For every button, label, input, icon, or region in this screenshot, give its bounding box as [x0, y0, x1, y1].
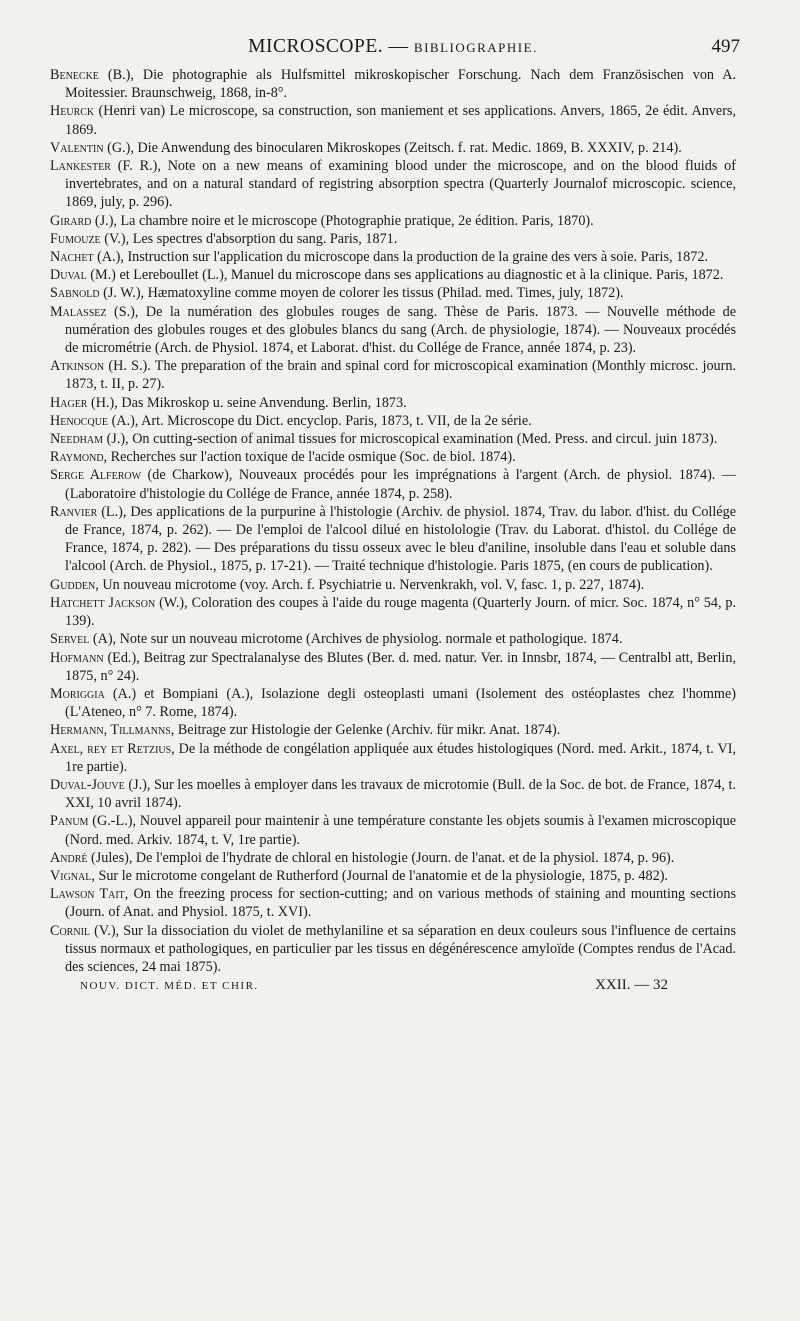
entry-text: (G.-L.), Nouvel appareil pour maintenir à une température constante les objets soumis à l'examen microscopique (Nord. med. Arkiv. 1874, t. V, 1re partie). [65, 813, 736, 848]
bibliography-entry [50, 448, 736, 466]
bibliography-entry [50, 412, 736, 430]
header-subtitle: BIBLIOGRAPHIE. [413, 40, 538, 55]
bibliography-entry [50, 740, 736, 776]
bibliography-entry [50, 357, 736, 393]
bibliography-entry [50, 102, 736, 138]
entry-text: (de Charkow), Nouveaux procédés pour les imprégnations à l'argent (Arch. de physiol. 1874). — (Laboratoire d'histologie du Collége de France, année 1874, p. 258). [65, 467, 737, 502]
bibliography-entry [50, 576, 736, 594]
bibliography-entry [50, 266, 736, 284]
page-number: 497 [711, 36, 740, 57]
bibliography-entry [50, 139, 736, 157]
entry-text: (S.), De la numération des globules rouges de sang. Thèse de Paris. 1873. — Nouvelle méthode de numération des globules rouges et des globules blancs du sang (Arch. de physiologie, 1874). — Nouveaux procédés de micrométrie (Arch. de Physiol. 1874, et Laborat. d'hist. du Collége de France, année 1874, p. 23). [65, 303, 736, 357]
bibliography-entry [50, 212, 736, 230]
entry-text: (V.), Sur la dissociation du violet de methylaniline et sa séparation en deux couleurs sous l'influence de certains tissus normaux et pathologiques, en particulier par les tissus en dégénérescence amyloïde (Comptes rendus de l'Acad. des sciences, 24 mai 1875). [65, 922, 736, 975]
entry-text: (H.), Das Mikroskop u. seine Anvendung. Berlin, 1873. [87, 394, 407, 411]
entry-text: Un nouveau microtome (voy. Arch. f. Psychiatrie u. Nervenkrakh, vol. V, fasc. 1, p. 227, 1874). [98, 576, 645, 593]
entry-text: Sur le microtome congelant de Rutherford (Journal de l'anatomie et de la physiologie, 1875, p. 482). [94, 867, 668, 884]
bibliography-entry [50, 503, 736, 576]
entry-text: (J.), On cutting-section of animal tissues for microscopical examination (Med. Press. and circul. juin 1873). [103, 431, 718, 448]
entry-text: Recherches sur l'action toxique de l'acide osmique (Soc. de biol. 1874). [107, 449, 516, 466]
bibliography-entry [50, 649, 736, 685]
entry-author: Lankester [50, 158, 111, 175]
entry-author: Hager [50, 394, 88, 411]
bibliography-entry [50, 157, 736, 212]
bibliography-list [50, 66, 736, 976]
page-footer [50, 977, 736, 1004]
entry-author: Girard [50, 212, 92, 229]
signature-mark: NOUV. DICT. MÉD. ET CHIR. [80, 980, 259, 993]
entry-text: (F. R.), Note on a new means of examining blood under the microscope, and on the blood fluids of invertebrates, and on a natural standard of registring absorption spectra (Quarterly Journalof microscopic. science, 1869, july, p. 296). [65, 158, 736, 211]
bibliography-entry [50, 776, 736, 812]
entry-author: André [50, 849, 88, 866]
entry-text: De la méthode de congélation appliquée aux études histologiques (Nord. med. Arkit., 1874, t. VI, 1re partie). [65, 740, 736, 775]
entry-author: Moriggia [50, 685, 105, 702]
entry-author: Axel, rey et Retzius, [50, 740, 175, 757]
bibliography-entry [50, 685, 736, 721]
entry-author: Benecke (B.), [50, 67, 134, 83]
entry-text: (V.), Les spectres d'absorption du sang. Paris, 1871. [100, 230, 398, 247]
entry-author: Sabnold [50, 285, 100, 302]
entry-text: (L.), Des applications de la purpurine à l'histologie (Archiv. de physiol. 1874, Trav. du labor. d'hist. du Collége de France, 1874, p. 262). — De l'emploi de l'alcool dilué en histolologie (Trav. du Laborat. d'histol. du Collége de France, 1874, p. 282). — Des préparations du tissu osseux avec le bleu d'aniline, insoluble dans l'eau et soluble dans l'alcool (Arch. de Physiol., 1875, p. 17-21). — Traité technique d'histologie. Paris 1875, (en cours de publication). [65, 503, 736, 575]
bibliography-entry [50, 230, 736, 248]
entry-text: (A.), Art. Microscope du Dict. encyclop. Paris, 1873, t. VII, de la 2e série. [108, 412, 532, 429]
bibliography-entry [50, 721, 736, 739]
entry-text: (W.), Coloration des coupes à l'aide du rouge magenta (Quarterly Journ. of micr. Soc. 1874, n° 54, p. 139). [65, 594, 737, 630]
entry-text: (J.), La chambre noire et le microscope (Photographie pratique, 2e édition. Paris, 1870). [91, 212, 594, 229]
entry-author: Panum [50, 813, 89, 830]
entry-author: Atkinson [50, 358, 105, 375]
entry-author: Vignal, [50, 867, 95, 884]
entry-author: Malassez [50, 303, 107, 320]
entry-text: (J. W.), Hæmatoxyline comme moyen de colorer les tissus (Philad. med. Times, july, 1872). [99, 285, 624, 302]
entry-author: Raymond, [50, 449, 108, 466]
entry-author: Cornil [50, 922, 91, 939]
entry-author: Nachet [50, 249, 94, 266]
bibliography-entry [50, 66, 736, 102]
entry-text: (Ed.), Beitrag zur Spectralanalyse des Blutes (Ber. d. med. natur. Ver. in Innsbr, 1874, — Centralbl att, Berlin, 1875, n° 24). [65, 649, 736, 684]
bibliography-entry [50, 284, 736, 302]
entry-text: (A.), Instruction sur l'application du microscope dans la production de la graine des vers à soie. Paris, 1872. [93, 249, 709, 266]
entry-text: (A.) et Bompiani (A.), Isolazione degli osteoplasti umani (Isolement des ostéoplastes chez l'homme) (L'Ateneo, n° 7. Rome, 1874). [65, 685, 736, 721]
entry-author: Lawson Tait, [50, 886, 129, 903]
bibliography-entry [50, 922, 736, 977]
entry-author: Serge Alferow [50, 467, 142, 484]
entry-text: (Jules), De l'emploi de l'hydrate de chloral en histologie (Journ. de l'anat. et de la physiol. 1874, p. 96). [87, 849, 675, 866]
bibliography-entry [50, 812, 736, 848]
bibliography-entry [50, 394, 736, 412]
bibliography-entry [50, 867, 736, 885]
header-title: MICROSCOPE. — [248, 36, 414, 57]
entry-author: Hermann, Tillmanns, [50, 722, 175, 739]
bibliography-entry [50, 248, 736, 266]
entry-author: Henocque [50, 412, 109, 429]
entry-author: Gudden, [50, 576, 99, 593]
entry-author: Duval [50, 267, 87, 284]
volume-sheet-mark: XXII. — 32 [595, 977, 668, 994]
entry-text: On the freezing process for section-cutting; and on various methods of staining and mounting sections (Journ. of Anat. and Physiol. 1875, t. XVI). [65, 886, 736, 921]
entry-text: (H. S.). The preparation of the brain and spinal cord for microscopical examination (Monthly microsc. journ. 1873, t. II, p. 27). [65, 358, 736, 393]
bibliography-entry [50, 849, 736, 867]
entry-text: (J.), Sur les moelles à employer dans les travaux de microtomie (Bull. de la Soc. de bot. de France, 1874, t. XXI, 10 avril 1874). [65, 776, 736, 812]
entry-author: Hofmann [50, 649, 104, 666]
bibliography-entry [50, 466, 736, 502]
entry-author: Heurck [50, 103, 95, 120]
entry-author: Fumouze [50, 230, 101, 247]
bibliography-entry [50, 630, 736, 648]
entry-author: Servel [50, 631, 90, 648]
entry-text: Die photographie als Hulfsmittel mikroskopischer Forschung. Nach dem Französischen von A. Moitessier. Braunschweig, 1868, in-8°. [65, 67, 736, 102]
entry-author: Hatchett Jackson [50, 594, 156, 611]
entry-text: (G.), Die Anwendung des binocularen Mikroskopes (Zeitsch. f. rat. Medic. 1869, B. XXXIV, p. 214). [103, 139, 682, 156]
entry-text: (Henri van) Le microscope, sa construction, son maniement et ses applications. Anvers, 1865, 2e édit. Anvers, 1869. [65, 103, 736, 138]
entry-author: Needham [50, 431, 104, 448]
running-title [50, 36, 736, 58]
bibliography-entry [50, 594, 736, 630]
entry-author: Ranvier [50, 503, 98, 520]
entry-author: Duval-Jouve [50, 776, 125, 793]
entry-text: (A), Note sur un nouveau microtome (Archives de physiolog. normale et pathologique. 1874. [89, 631, 623, 648]
bibliography-entry [50, 430, 736, 448]
bibliography-entry [50, 885, 736, 921]
entry-text: Beitrage zur Histologie der Gelenke (Archiv. für mikr. Anat. 1874). [174, 722, 561, 739]
entry-author: Valentin [50, 139, 104, 156]
running-header [50, 34, 740, 64]
entry-text: (M.) et Lereboullet (L.), Manuel du microscope dans ses applications au diagnostic et à la clinique. Paris, 1872. [86, 267, 724, 284]
bibliography-entry [50, 303, 736, 358]
